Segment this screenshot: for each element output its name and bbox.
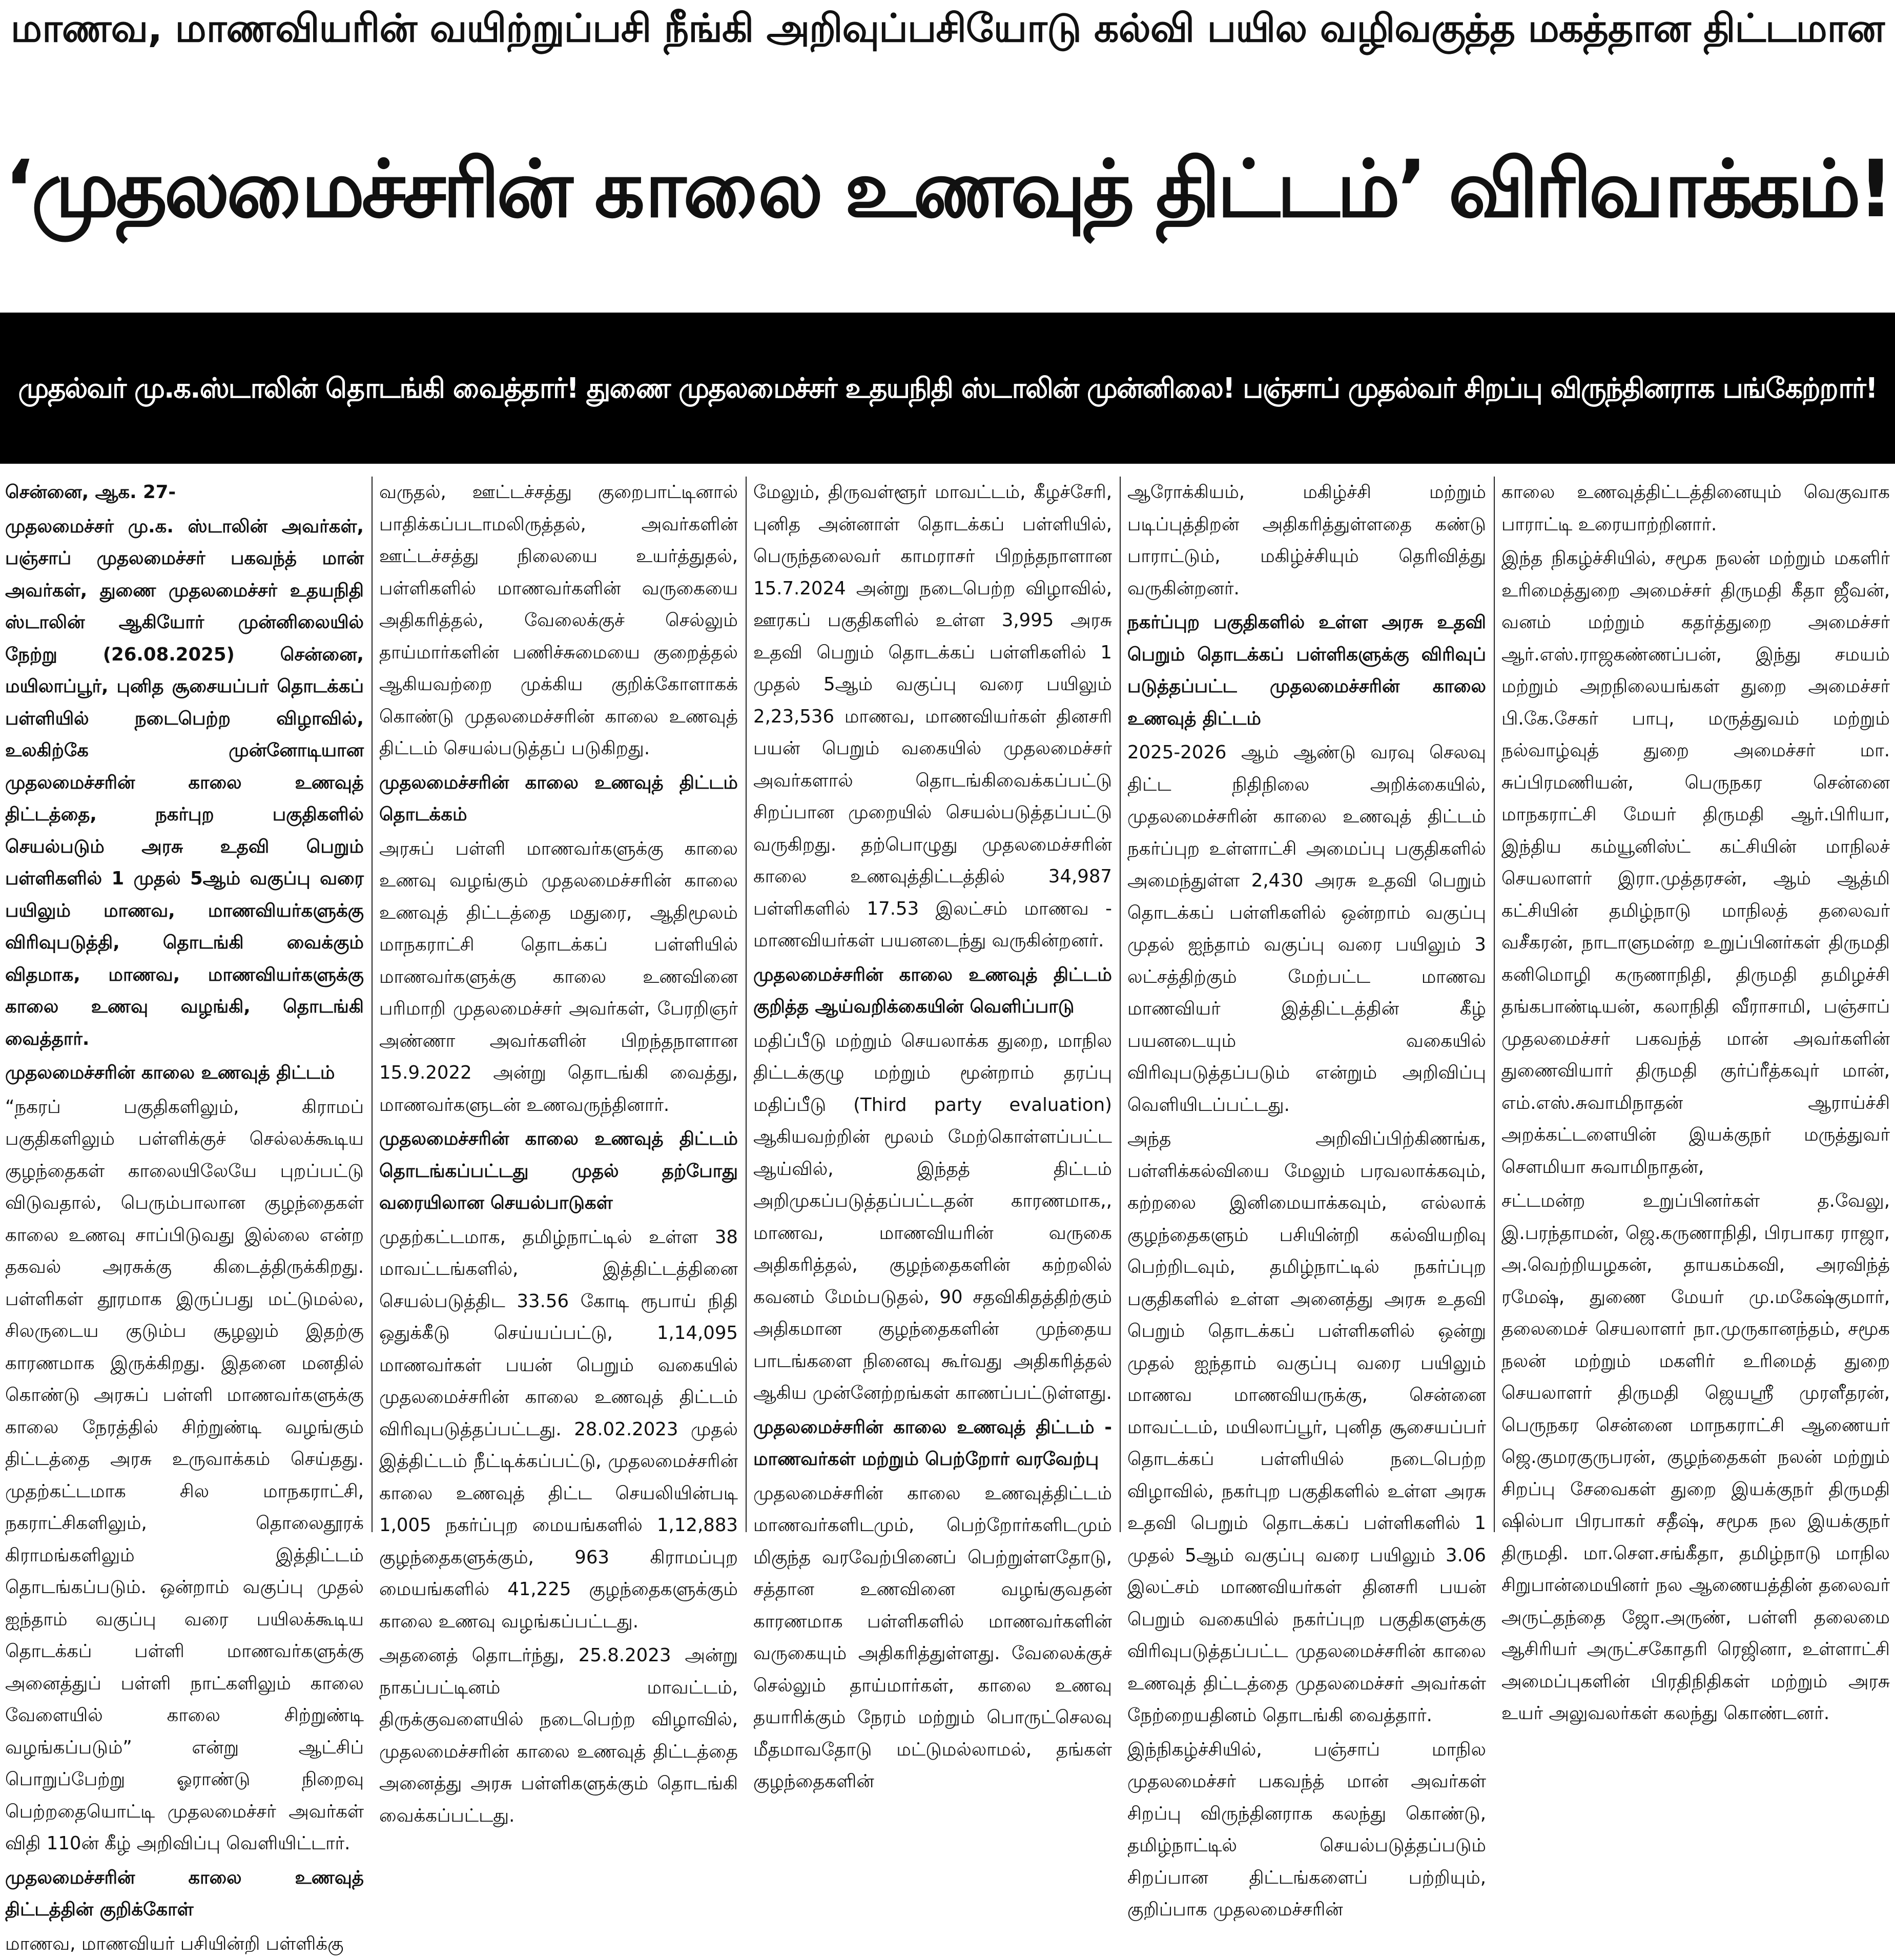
paragraph: அதனைத் தொடர்ந்து, 25.8.2023 அன்று நாகப்பட்டினம் மாவட்டம், திருக்குவளையில் நடைபெற்ற விழாவில், முதலமைச்சரின் காலை உணவுத் திட்டத்தை அனைத்து அரசு பள்ளிகளுக்கும் தொடங்கி வைக்கப்பட்டது.: [379, 1640, 738, 1832]
paragraph: முதலமைச்சரின் காலை உணவுத்திட்டம் மாணவர்களிடமும், பெற்றோர்களிடமும் மிகுந்த வரவேற்பினைப் பெற்றுள்ளதோடு, சத்தான உணவினை வழங்குவதன் காரணமாக பள்ளிகளில் மாணவர்களின் வருகையும் அதிகரித்துள்ளது. வேலைக்குச் செல்லும் தாய்மார்கள், காலை உணவு தயாரிக்கும் நேரம் மற்றும் பொருட்செலவு மீதமாவதோடு மட்டுமல்லாமல், தங்கள் குழந்தைகளின்: [753, 1478, 1112, 1798]
kicker-headline: மாணவ, மாணவியரின் வயிற்றுப்பசி நீங்கி அறிவுப்பசியோடு கல்வி பயில வழிவகுத்த மகத்தான திட்டமான: [0, 0, 1895, 56]
paragraph: “நகரப் பகுதிகளிலும், கிராமப் பகுதிகளிலும் பள்ளிக்குச் செல்லக்கூடிய குழந்தைகள் காலையிலேயே புறப்பட்டு விடுவதால், பெரும்பாலான குழந்தைகள் காலை உணவு சாப்பிடுவது இல்லை என்ற தகவல் அரசுக்கு கிடைத்திருக்கிறது. பள்ளிகள் தூரமாக இருப்பது மட்டுமல்ல, சிலருடைய குடும்ப சூழலும் இதற்கு காரணமாக இருக்கிறது. இதனை மனதில் கொண்டு அரசுப் பள்ளி மாணவர்களுக்கு காலை நேரத்தில் சிற்றுண்டி வழங்கும் திட்டத்தை அரசு உருவாக்கம் செய்தது. முதற்கட்டமாக சில மாநகராட்சி, நகராட்சிகளிலும், தொலைதூரக் கிராமங்களிலும் இத்திட்டம் தொடங்கப்படும். ஒன்றாம் வகுப்பு முதல் ஐந்தாம் வகுப்பு வரை பயிலக்கூடிய தொடக்கப் பள்ளி மாணவர்களுக்கு அனைத்துப் பள்ளி நாட்களிலும் காலை வேளையில் காலை சிற்றுண்டி வழங்கப்படும்” என்று ஆட்சிப் பொறுப்பேற்று ஓராண்டு நிறைவு பெற்றதையொட்டி முதலமைச்சர் அவர்கள் விதி 110ன் கீழ் அறிவிப்பு வெளியிட்டார்.: [5, 1091, 364, 1860]
subheading: முதலமைச்சரின் காலை உணவுத் திட்டம்: [5, 1057, 364, 1089]
column-5: [1501, 477, 1890, 1532]
column-1: [5, 477, 364, 1532]
paragraph: காலை உணவுத்திட்டத்தினையும் வெகுவாக பாராட்டி உரையாற்றினார்.: [1501, 477, 1890, 541]
article-columns: [0, 477, 1895, 1532]
paragraph: 2025-2026 ஆம் ஆண்டு வரவு செலவு திட்ட நிதிநிலை அறிக்கையில், முதலமைச்சரின் காலை உணவுத் திட்டம் நகர்ப்புற உள்ளாட்சி அமைப்பு பகுதிகளில் அமைந்துள்ள 2,430 அரசு உதவி பெறும் தொடக்கப் பள்ளிகளில் ஒன்றாம் வகுப்பு முதல் ஐந்தாம் வகுப்பு வரை பயிலும் 3 லட்சத்திற்கும் மேற்பட்ட மாணவ மாணவியர் இத்திட்டத்தின் கீழ் பயனடையும் வகையில் விரிவுபடுத்தப்படும் என்றும் அறிவிப்பு வெளியிடப்பட்டது.: [1127, 737, 1486, 1121]
paragraph: அரசுப் பள்ளி மாணவர்களுக்கு காலை உணவு வழங்கும் முதலமைச்சரின் காலை உணவுத் திட்டத்தை மதுரை, ஆதிமூலம் மாநகராட்சி தொடக்கப் பள்ளியில் மாணவர்களுக்கு காலை உணவினை பரிமாறி முதலமைச்சர் அவர்கள், பேரறிஞர் அண்ணா அவர்களின் பிறந்தநாளான 15.9.2022 அன்று தொடங்கி வைத்து, மாணவர்களுடன் உணவருந்தினார்.: [379, 833, 738, 1122]
lead-paragraph: முதலமைச்சர் மு.க. ஸ்டாலின் அவர்கள், பஞ்சாப் முதலமைச்சர் பகவந்த் மான் அவர்கள், துணை முதலமைச்சர் உதயநிதி ஸ்டாலின் ஆகியோர் முன்னிலையில் நேற்று (26.08.2025) சென்னை, மயிலாப்பூர், புனித சூசையப்பர் தொடக்கப் பள்ளியில் நடைபெற்ற விழாவில், உலகிற்கே முன்னோடியான முதலமைச்சரின் காலை உணவுத் திட்டத்தை, நகர்புற பகுதிகளில் செயல்படும் அரசு உதவி பெறும் பள்ளிகளில் 1 முதல் 5ஆம் வகுப்பு வரை பயிலும் மாணவ, மாணவியர்களுக்கு விரிவுபடுத்தி, தொடங்கி வைக்கும் விதமாக, மாணவ, மாணவியர்களுக்கு காலை உணவு வழங்கி, தொடங்கி வைத்தார்.: [5, 511, 364, 1056]
main-headline: ‘முதலமைச்சரின் காலை உணவுத் திட்டம்’ விரிவாக்கம்!: [0, 77, 1895, 302]
subheading: முதலமைச்சரின் காலை உணவுத் திட்டம் தொடங்கப்பட்டது முதல் தற்போது வரையிலான செயல்பாடுகள்: [379, 1123, 738, 1220]
column-rule: [746, 477, 747, 1532]
subheading: முதலமைச்சரின் காலை உணவுத் திட்டம் தொடக்கம்: [379, 767, 738, 831]
column-4: [1127, 477, 1486, 1532]
paragraph: இந்த நிகழ்ச்சியில், சமூக நலன் மற்றும் மகளிர் உரிமைத்துறை அமைச்சர் திருமதி கீதா ஜீவன், வனம் மற்றும் கதர்த்துறை அமைச்சர் ஆர்.எஸ்.ராஜகண்ணப்பன், இந்து சமயம் மற்றும் அறநிலையங்கள் துறை அமைச்சர் பி.கே.சேகர் பாபு, மருத்துவம் மற்றும் நல்வாழ்வுத் துறை அமைச்சர் மா. சுப்பிரமணியன், பெருநகர சென்னை மாநகராட்சி மேயர் திருமதி ஆர்.பிரியா, இந்திய கம்யூனிஸ்ட் கட்சியின் மாநிலச் செயலாளர் இரா.முத்தரசன், ஆம் ஆத்மி கட்சியின் தமிழ்நாடு மாநிலத் தலைவர் வசீகரன், நாடாளுமன்ற உறுப்பினர்கள் திருமதி கனிமொழி கருணாநிதி, திருமதி தமிழச்சி தங்கபாண்டியன், கலாநிதி வீராசாமி, பஞ்சாப் முதலமைச்சர் பகவந்த் மான் அவர்களின் துணைவியார் திருமதி குர்ப்ரீத்கவுர் மான், எம்.எஸ்.சுவாமிநாதன் ஆராய்ச்சி அறக்கட்டளையின் இயக்குநர் மருத்துவர் சௌமியா சுவாமிநாதன்,: [1501, 543, 1890, 1183]
paragraph: முதற்கட்டமாக, தமிழ்நாட்டில் உள்ள 38 மாவட்டங்களில், இத்திட்டத்தினை செயல்படுத்திட 33.56 கோடி ரூபாய் நிதி ஒதுக்கீடு செய்யப்பட்டு, 1,14,095 மாணவர்கள் பயன் பெறும் வகையில் முதலமைச்சரின் காலை உணவுத் திட்டம் விரிவுபடுத்தப்பட்டது. 28.02.2023 முதல் இத்திட்டம் நீட்டிக்கப்பட்டு, முதலமைச்சரின் காலை உணவுத் திட்ட செயலியின்படி 1,005 நகர்ப்புற மையங்களில் 1,12,883 குழந்தைகளுக்கும், 963 கிராமப்புற மையங்களில் 41,225 குழந்தைகளுக்கும் காலை உணவு வழங்கப்பட்டது.: [379, 1222, 738, 1638]
subheading: முதலமைச்சரின் காலை உணவுத் திட்டம் - மாணவர்கள் மற்றும் பெற்றோர் வரவேற்பு: [753, 1412, 1112, 1476]
paragraph: அந்த அறிவிப்பிற்கிணங்க, பள்ளிக்கல்வியை மேலும் பரவலாக்கவும், கற்றலை இனிமையாக்கவும், எல்லாக் குழந்தைகளும் பசியின்றி கல்வியறிவு பெற்றிடவும், தமிழ்நாட்டில் நகர்ப்புற பகுதிகளில் உள்ள அனைத்து அரசு உதவி பெறும் தொடக்கப் பள்ளிகளில் ஒன்று முதல் ஐந்தாம் வகுப்பு வரை பயிலும் மாணவ மாணவியருக்கு, சென்னை மாவட்டம், மயிலாப்பூர், புனித சூசையப்பர் தொடக்கப் பள்ளியில் நடைபெற்ற விழாவில், நகர்புற பகுதிகளில் உள்ள அரசு உதவி பெறும் தொடக்கப் பள்ளிகளில் 1 முதல் 5ஆம் வகுப்பு வரை பயிலும் 3.06 இலட்சம் மாணவியர்கள் தினசரி பயன் பெறும் வகையில் நகர்ப்புற பகுதிகளுக்கு விரிவுபடுத்தப்பட்ட முதலமைச்சரின் காலை உணவுத் திட்டத்தை முதலமைச்சர் அவர்கள் நேற்றையதினம் தொடங்கி வைத்தார்.: [1127, 1123, 1486, 1732]
dateline: சென்னை, ஆக. 27-: [5, 477, 364, 509]
paragraph: மாணவ, மாணவியர் பசியின்றி பள்ளிக்கு: [5, 1928, 364, 1960]
column-rule: [1494, 477, 1495, 1532]
column-2: [379, 477, 738, 1532]
subheading: நகர்ப்புற பகுதிகளில் உள்ள அரசு உதவி பெறும் தொடக்கப் பள்ளிகளுக்கு விரிவுப் படுத்தப்பட்ட முதலமைச்சரின் காலை உணவுத் திட்டம்: [1127, 607, 1486, 735]
subheading: முதலமைச்சரின் காலை உணவுத் திட்டத்தின் குறிக்கோள்: [5, 1862, 364, 1926]
paragraph: மதிப்பீடு மற்றும் செயலாக்க துறை, மாநில திட்டக்குழு மற்றும் மூன்றாம் தரப்பு மதிப்பீடு (Third party evaluation) ஆகியவற்றின் மூலம் மேற்கொள்ளப்பட்ட ஆய்வில், இந்தத் திட்டம் அறிமுகப்படுத்தப்பட்டதன் காரணமாக,, மாணவ, மாணவியரின் வருகை அதிகரித்தல், குழந்தைகளின் கற்றலில் கவனம் மேம்படுதல், 90 சதவிகிதத்திற்கும் அதிகமான குழந்தைகளின் முந்தைய பாடங்களை நினைவு கூர்வது அதிகரித்தல் ஆகிய முன்னேற்றங்கள் காணப்பட்டுள்ளது.: [753, 1025, 1112, 1410]
column-3: [753, 477, 1112, 1532]
paragraph: இந்நிகழ்ச்சியில், பஞ்சாப் மாநில முதலமைச்சர் பகவந்த் மான் அவர்கள் சிறப்பு விருந்தினராக கலந்து கொண்டு, தமிழ்நாட்டில் செயல்படுத்தப்படும் சிறப்பான திட்டங்களைப் பற்றியும், குறிப்பாக முதலமைச்சரின்: [1127, 1734, 1486, 1926]
paragraph: ஆரோக்கியம், மகிழ்ச்சி மற்றும் படிப்புத்திறன் அதிகரித்துள்ளதை கண்டு பாராட்டும், மகிழ்ச்சியும் தெரிவித்து வருகின்றனர்.: [1127, 477, 1486, 605]
paragraph: சட்டமன்ற உறுப்பினர்கள் த.வேலு, இ.பரந்தாமன், ஜெ.கருணாநிதி, பிரபாகர ராஜா, அ.வெற்றியழகன், தாயகம்கவி, அரவிந்த் ரமேஷ், துணை மேயர் மு.மகேஷ்குமார், தலைமைச் செயலாளர் நா.முருகானந்தம், சமூக நலன் மற்றும் மகளிர் உரிமைத் துறை செயலாளர் திருமதி ஜெயஸ்ரீ முரளீதரன், பெருநகர சென்னை மாநகராட்சி ஆணையர் ஜெ.குமரகுருபரன், குழந்தைகள் நலன் மற்றும் சிறப்பு சேவைகள் துறை இயக்குநர் திருமதி ஷில்பா பிரபாகர் சதீஷ், சமூக நல இயக்குநர் திருமதி. மா.சௌ.சங்கீதா, தமிழ்நாடு மாநில சிறுபான்மையினர் நல ஆணையத்தின் தலைவர் அருட்தந்தை ஜோ.அருண், பள்ளி தலைமை ஆசிரியர் அருட்சகோதரி ரெஜினா, உள்ளாட்சி அமைப்புகளின் பிரதிநிதிகள் மற்றும் அரசு உயர் அலுவலர்கள் கலந்து கொண்டனர்.: [1501, 1185, 1890, 1730]
paragraph: வருதல், ஊட்டச்சத்து குறைபாட்டினால் பாதிக்கப்படாமலிருத்தல், அவர்களின் ஊட்டச்சத்து நிலையை உயர்த்துதல், பள்ளிகளில் மாணவர்களின் வருகையை அதிகரித்தல், வேலைக்குச் செல்லும் தாய்மார்களின் பணிச்சுமையை குறைத்தல் ஆகியவற்றை முக்கிய குறிக்கோளாகக் கொண்டு முதலமைச்சரின் காலை உணவுத் திட்டம் செயல்படுத்தப் படுகிறது.: [379, 477, 738, 765]
subheadline-banner: முதல்வர் மு.க.ஸ்டாலின் தொடங்கி வைத்தார்! துணை முதலமைச்சர் உதயநிதி ஸ்டாலின் முன்னிலை! பஞ்சாப் முதல்வர் சிறப்பு விருந்தினராக பங்கேற்றார்!: [0, 313, 1895, 464]
paragraph: மேலும், திருவள்ளூர் மாவட்டம், கீழச்சேரி, புனித அன்னாள் தொடக்கப் பள்ளியில், பெருந்தலைவர் காமராசர் பிறந்தநாளான 15.7.2024 அன்று நடைபெற்ற விழாவில், ஊரகப் பகுதிகளில் உள்ள 3,995 அரசு உதவி பெறும் தொடக்கப் பள்ளிகளில் 1 முதல் 5ஆம் வகுப்பு வரை பயிலும் 2,23,536 மாணவ, மாணவியர்கள் தினசரி பயன் பெறும் வகையில் முதலமைச்சர் அவர்களால் தொடங்கிவைக்கப்பட்டு சிறப்பான முறையில் செயல்படுத்தப்பட்டு வருகிறது. தற்பொழுது முதலமைச்சரின் காலை உணவுத்திட்டத்தில் 34,987 பள்ளிகளில் 17.53 இலட்சம் மாணவ - மாணவியர்கள் பயனடைந்து வருகின்றனர்.: [753, 477, 1112, 957]
column-rule: [1120, 477, 1121, 1532]
subheading: முதலமைச்சரின் காலை உணவுத் திட்டம் குறித்த ஆய்வறிக்கையின் வெளிப்பாடு: [753, 959, 1112, 1023]
column-rule: [372, 477, 373, 1532]
